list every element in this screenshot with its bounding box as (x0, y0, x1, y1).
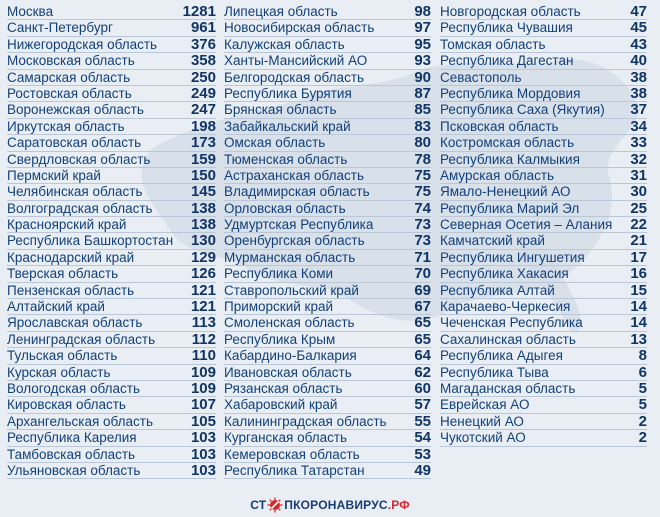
region-value: 249 (190, 84, 216, 102)
region-name: Удмуртская Республика (224, 217, 374, 233)
region-value: 30 (630, 183, 647, 201)
logo-text-koronavirus: ПКОРОНАВИРУС (284, 497, 388, 512)
region-value: 65 (414, 314, 431, 332)
region-value: 47 (630, 3, 647, 20)
region-row (440, 266, 647, 282)
region-value: 14 (630, 298, 647, 316)
region-row (224, 201, 431, 217)
region-value: 70 (414, 265, 431, 283)
region-row (440, 397, 647, 413)
region-name: Ивановская область (224, 364, 352, 380)
region-row (7, 37, 216, 53)
region-name: Северная Осетия – Алания (440, 217, 613, 233)
region-name: Красноярский край (7, 217, 127, 233)
region-name: Пензенская область (7, 282, 135, 298)
region-name: Ростовская область (7, 85, 132, 101)
region-row (440, 184, 647, 200)
region-value: 49 (414, 461, 431, 479)
region-row (440, 4, 647, 20)
region-value: 71 (414, 248, 431, 266)
region-name: Республика Крым (224, 331, 336, 347)
region-row (440, 37, 647, 53)
region-name: Белгородская область (224, 69, 365, 85)
region-value: 109 (190, 379, 216, 397)
region-name: Липецкая область (224, 4, 338, 19)
region-name: Московская область (7, 53, 135, 69)
region-name: Орловская область (224, 200, 346, 216)
region-row (224, 37, 431, 53)
region-row (224, 70, 431, 86)
region-name: Ямало-Ненецкий АО (440, 184, 571, 200)
region-value: 16 (630, 265, 647, 283)
region-value: 130 (190, 232, 216, 250)
region-row (224, 20, 431, 36)
region-value: 73 (414, 216, 431, 234)
region-row (224, 184, 431, 200)
region-name: Иркутская область (7, 118, 125, 134)
region-name: Пермский край (7, 167, 101, 183)
region-value: 126 (190, 265, 216, 283)
region-row (224, 4, 431, 20)
region-name: Рязанская область (224, 380, 343, 396)
region-value: 250 (190, 68, 216, 86)
region-value: 110 (191, 347, 216, 365)
stopcoronavirus-logo (250, 497, 410, 513)
region-row (224, 168, 431, 184)
region-name: Республика Саха (Якутия) (440, 102, 605, 118)
region-value: 113 (191, 314, 216, 332)
region-value: 198 (190, 117, 216, 135)
region-row (7, 348, 216, 364)
region-row (440, 86, 647, 102)
region-row (440, 283, 647, 299)
region-value: 93 (414, 52, 431, 70)
region-value: 8 (638, 347, 647, 365)
region-value: 112 (191, 330, 216, 348)
region-value: 109 (190, 363, 216, 381)
region-name: Республика Чувашия (440, 20, 573, 36)
region-row (7, 414, 216, 430)
region-name: Республика Мордовия (440, 85, 581, 101)
region-row (440, 20, 647, 36)
region-value: 145 (190, 183, 216, 201)
region-value: 34 (630, 117, 647, 135)
region-row (224, 266, 431, 282)
region-row (7, 299, 216, 315)
region-row (224, 430, 431, 446)
region-name: Республика Башкортостан (7, 233, 174, 249)
region-row (224, 365, 431, 381)
region-name: Тульская область (7, 348, 118, 364)
region-name: Ненецкий АО (440, 413, 524, 429)
region-name: Воронежская область (7, 102, 144, 118)
region-value: 159 (190, 150, 216, 168)
region-row (7, 315, 216, 331)
region-value: 32 (630, 150, 647, 168)
region-name: Костромская область (440, 135, 575, 151)
region-row (224, 397, 431, 413)
region-name: Оренбургская область (224, 233, 365, 249)
region-value: 75 (414, 183, 431, 201)
region-name: Амурская область (440, 167, 555, 183)
region-row (224, 250, 431, 266)
region-name: Карачаево-Черкесия (440, 299, 571, 315)
region-name: Республика Алтай (440, 282, 555, 298)
region-name: Республика Адыгея (440, 348, 563, 364)
region-name: Ханты-Мансийский АО (224, 53, 368, 69)
region-name: Магаданская область (440, 380, 576, 396)
region-row (440, 315, 647, 331)
column-3 (440, 4, 647, 447)
region-value: 60 (414, 379, 431, 397)
region-row (7, 397, 216, 413)
region-value: 98 (414, 3, 431, 20)
region-row (224, 102, 431, 118)
region-name: Кировская область (7, 397, 126, 413)
region-name: Камчатский край (440, 233, 545, 249)
region-row (440, 53, 647, 69)
region-name: Ульяновская область (7, 462, 141, 478)
region-row (7, 365, 216, 381)
region-name: Кабардино-Балкария (224, 348, 357, 364)
region-value: 103 (190, 461, 216, 479)
region-name: Севастополь (440, 69, 522, 85)
region-name: Хабаровский край (224, 397, 338, 413)
region-row (7, 184, 216, 200)
region-name: Калужская область (224, 36, 345, 52)
region-row (440, 348, 647, 364)
region-value: 2 (638, 412, 647, 430)
region-value: 54 (414, 429, 431, 447)
region-value: 78 (414, 150, 431, 168)
region-row (7, 250, 216, 266)
region-value: 121 (190, 281, 216, 299)
region-value: 247 (190, 101, 216, 119)
region-name: Омская область (224, 135, 326, 151)
region-name: Забайкальский край (224, 118, 351, 134)
region-row (224, 53, 431, 69)
region-row (7, 217, 216, 233)
region-name: Курская область (7, 364, 111, 380)
region-row (7, 168, 216, 184)
region-name: Сахалинская область (440, 331, 576, 347)
region-name: Санкт-Петербург (7, 20, 113, 36)
region-name: Тверская область (7, 266, 119, 282)
region-name: Республика Хакасия (440, 266, 569, 282)
region-name: Республика Коми (224, 266, 334, 282)
region-name: Саратовская область (7, 135, 142, 151)
region-value: 14 (630, 314, 647, 332)
column-2 (224, 4, 431, 479)
region-value: 2 (638, 429, 647, 447)
region-value: 138 (190, 199, 216, 217)
region-value: 53 (414, 445, 431, 463)
region-value: 103 (190, 429, 216, 447)
region-name: Кемеровская область (224, 446, 360, 462)
region-value: 80 (414, 134, 431, 152)
region-row (7, 381, 216, 397)
region-row (224, 463, 431, 479)
region-value: 358 (190, 52, 216, 70)
region-row (7, 53, 216, 69)
region-value: 138 (190, 216, 216, 234)
region-name: Республика Марий Эл (440, 200, 580, 216)
region-row (440, 168, 647, 184)
region-value: 22 (630, 216, 647, 234)
region-name: Челябинская область (7, 184, 143, 200)
region-value: 97 (414, 19, 431, 37)
region-row (440, 135, 647, 151)
region-value: 5 (638, 379, 647, 397)
region-value: 83 (414, 117, 431, 135)
region-row (224, 348, 431, 364)
region-value: 64 (414, 347, 431, 365)
logo-text-rf: .РФ (387, 497, 410, 512)
region-name: Республика Татарстан (224, 462, 365, 478)
region-row (7, 283, 216, 299)
region-value: 105 (190, 412, 216, 430)
region-row (7, 4, 216, 20)
region-row (224, 217, 431, 233)
column-1 (7, 4, 216, 479)
region-row (7, 70, 216, 86)
region-row (7, 86, 216, 102)
region-value: 31 (630, 166, 647, 184)
region-row (440, 250, 647, 266)
region-row (7, 332, 216, 348)
region-value: 75 (414, 166, 431, 184)
region-name: Республика Карелия (7, 430, 137, 446)
region-name: Алтайский край (7, 299, 105, 315)
region-name: Новгородская область (440, 4, 581, 19)
region-value: 961 (190, 19, 216, 37)
region-row (224, 414, 431, 430)
region-row (440, 430, 647, 446)
region-row (440, 381, 647, 397)
region-value: 57 (414, 396, 431, 414)
region-value: 15 (630, 281, 647, 299)
virus-icon (267, 497, 283, 513)
region-name: Ярославская область (7, 315, 143, 331)
region-row (7, 201, 216, 217)
region-value: 173 (190, 134, 216, 152)
region-row (440, 299, 647, 315)
region-name: Свердловская область (7, 151, 151, 167)
region-row (440, 152, 647, 168)
region-row (224, 315, 431, 331)
region-value: 25 (630, 199, 647, 217)
region-name: Ставропольский край (224, 282, 359, 298)
logo-text-st: СТ (250, 497, 267, 512)
region-name: Тюменская область (224, 151, 348, 167)
region-value: 38 (630, 68, 647, 86)
region-name: Волгоградская область (7, 200, 153, 216)
region-value: 55 (414, 412, 431, 430)
region-name: Краснодарский край (7, 249, 135, 265)
region-name: Республика Тыва (440, 364, 549, 380)
region-value: 90 (414, 68, 431, 86)
region-name: Чеченская Республика (440, 315, 583, 331)
region-value: 45 (630, 19, 647, 37)
region-row (7, 119, 216, 135)
region-value: 62 (414, 363, 431, 381)
region-row (224, 283, 431, 299)
region-value: 33 (630, 134, 647, 152)
region-row (440, 332, 647, 348)
region-row (224, 152, 431, 168)
region-name: Томская область (440, 36, 546, 52)
region-value: 87 (414, 84, 431, 102)
region-name: Тамбовская область (7, 446, 136, 462)
region-row (224, 381, 431, 397)
region-value: 69 (414, 281, 431, 299)
region-row (224, 332, 431, 348)
region-name: Самарская область (7, 69, 131, 85)
region-name: Приморский край (224, 299, 334, 315)
region-value: 65 (414, 330, 431, 348)
region-name: Смоленская область (224, 315, 355, 331)
region-name: Еврейская АО (440, 397, 530, 413)
region-name: Республика Бурятия (224, 85, 352, 101)
region-row (7, 430, 216, 446)
region-row (7, 447, 216, 463)
region-row (7, 20, 216, 36)
region-value: 73 (414, 232, 431, 250)
region-name: Москва (7, 4, 54, 19)
region-name: Вологодская область (7, 380, 140, 396)
region-value: 85 (414, 101, 431, 119)
region-name: Мурманская область (224, 249, 356, 265)
region-name: Ленинградская область (7, 331, 156, 347)
region-row (440, 119, 647, 135)
region-value: 21 (630, 232, 647, 250)
region-value: 17 (630, 248, 647, 266)
region-row (440, 365, 647, 381)
region-row (7, 102, 216, 118)
region-value: 67 (414, 298, 431, 316)
region-name: Брянская область (224, 102, 337, 118)
region-row (224, 86, 431, 102)
footer-brand (0, 492, 660, 517)
region-value: 150 (190, 166, 216, 184)
region-row (7, 233, 216, 249)
region-name: Архангельская область (7, 413, 154, 429)
region-value: 43 (630, 35, 647, 53)
region-row (440, 201, 647, 217)
region-row (440, 233, 647, 249)
region-row (224, 233, 431, 249)
region-row (7, 463, 216, 479)
region-value: 121 (190, 298, 216, 316)
region-value: 129 (190, 248, 216, 266)
region-name: Новосибирская область (224, 20, 375, 36)
region-name: Нижегородская область (7, 36, 158, 52)
region-name: Республика Калмыкия (440, 151, 580, 167)
region-value: 107 (190, 396, 216, 414)
region-value: 376 (190, 35, 216, 53)
region-name: Владимирская область (224, 184, 370, 200)
region-row (224, 299, 431, 315)
region-value: 103 (190, 445, 216, 463)
region-row (224, 119, 431, 135)
region-value: 37 (630, 101, 647, 119)
region-row (440, 70, 647, 86)
region-row (224, 447, 431, 463)
region-value: 40 (630, 52, 647, 70)
region-value: 74 (414, 199, 431, 217)
region-value: 5 (638, 396, 647, 414)
region-row (440, 102, 647, 118)
region-name: Курганская область (224, 430, 348, 446)
region-value: 95 (414, 35, 431, 53)
region-value: 6 (638, 363, 647, 381)
region-name: Республика Дагестан (440, 53, 574, 69)
region-row (7, 135, 216, 151)
region-row (7, 152, 216, 168)
region-value: 38 (630, 84, 647, 102)
region-row (7, 266, 216, 282)
region-name: Чукотский АО (440, 430, 526, 446)
region-name: Калининградская область (224, 413, 387, 429)
region-name: Астраханская область (224, 167, 365, 183)
region-value: 1281 (182, 3, 216, 20)
region-name: Псковская область (440, 118, 559, 134)
region-value: 13 (630, 330, 647, 348)
region-name: Республика Ингушетия (440, 249, 585, 265)
region-row (440, 217, 647, 233)
region-row (440, 414, 647, 430)
region-row (224, 135, 431, 151)
